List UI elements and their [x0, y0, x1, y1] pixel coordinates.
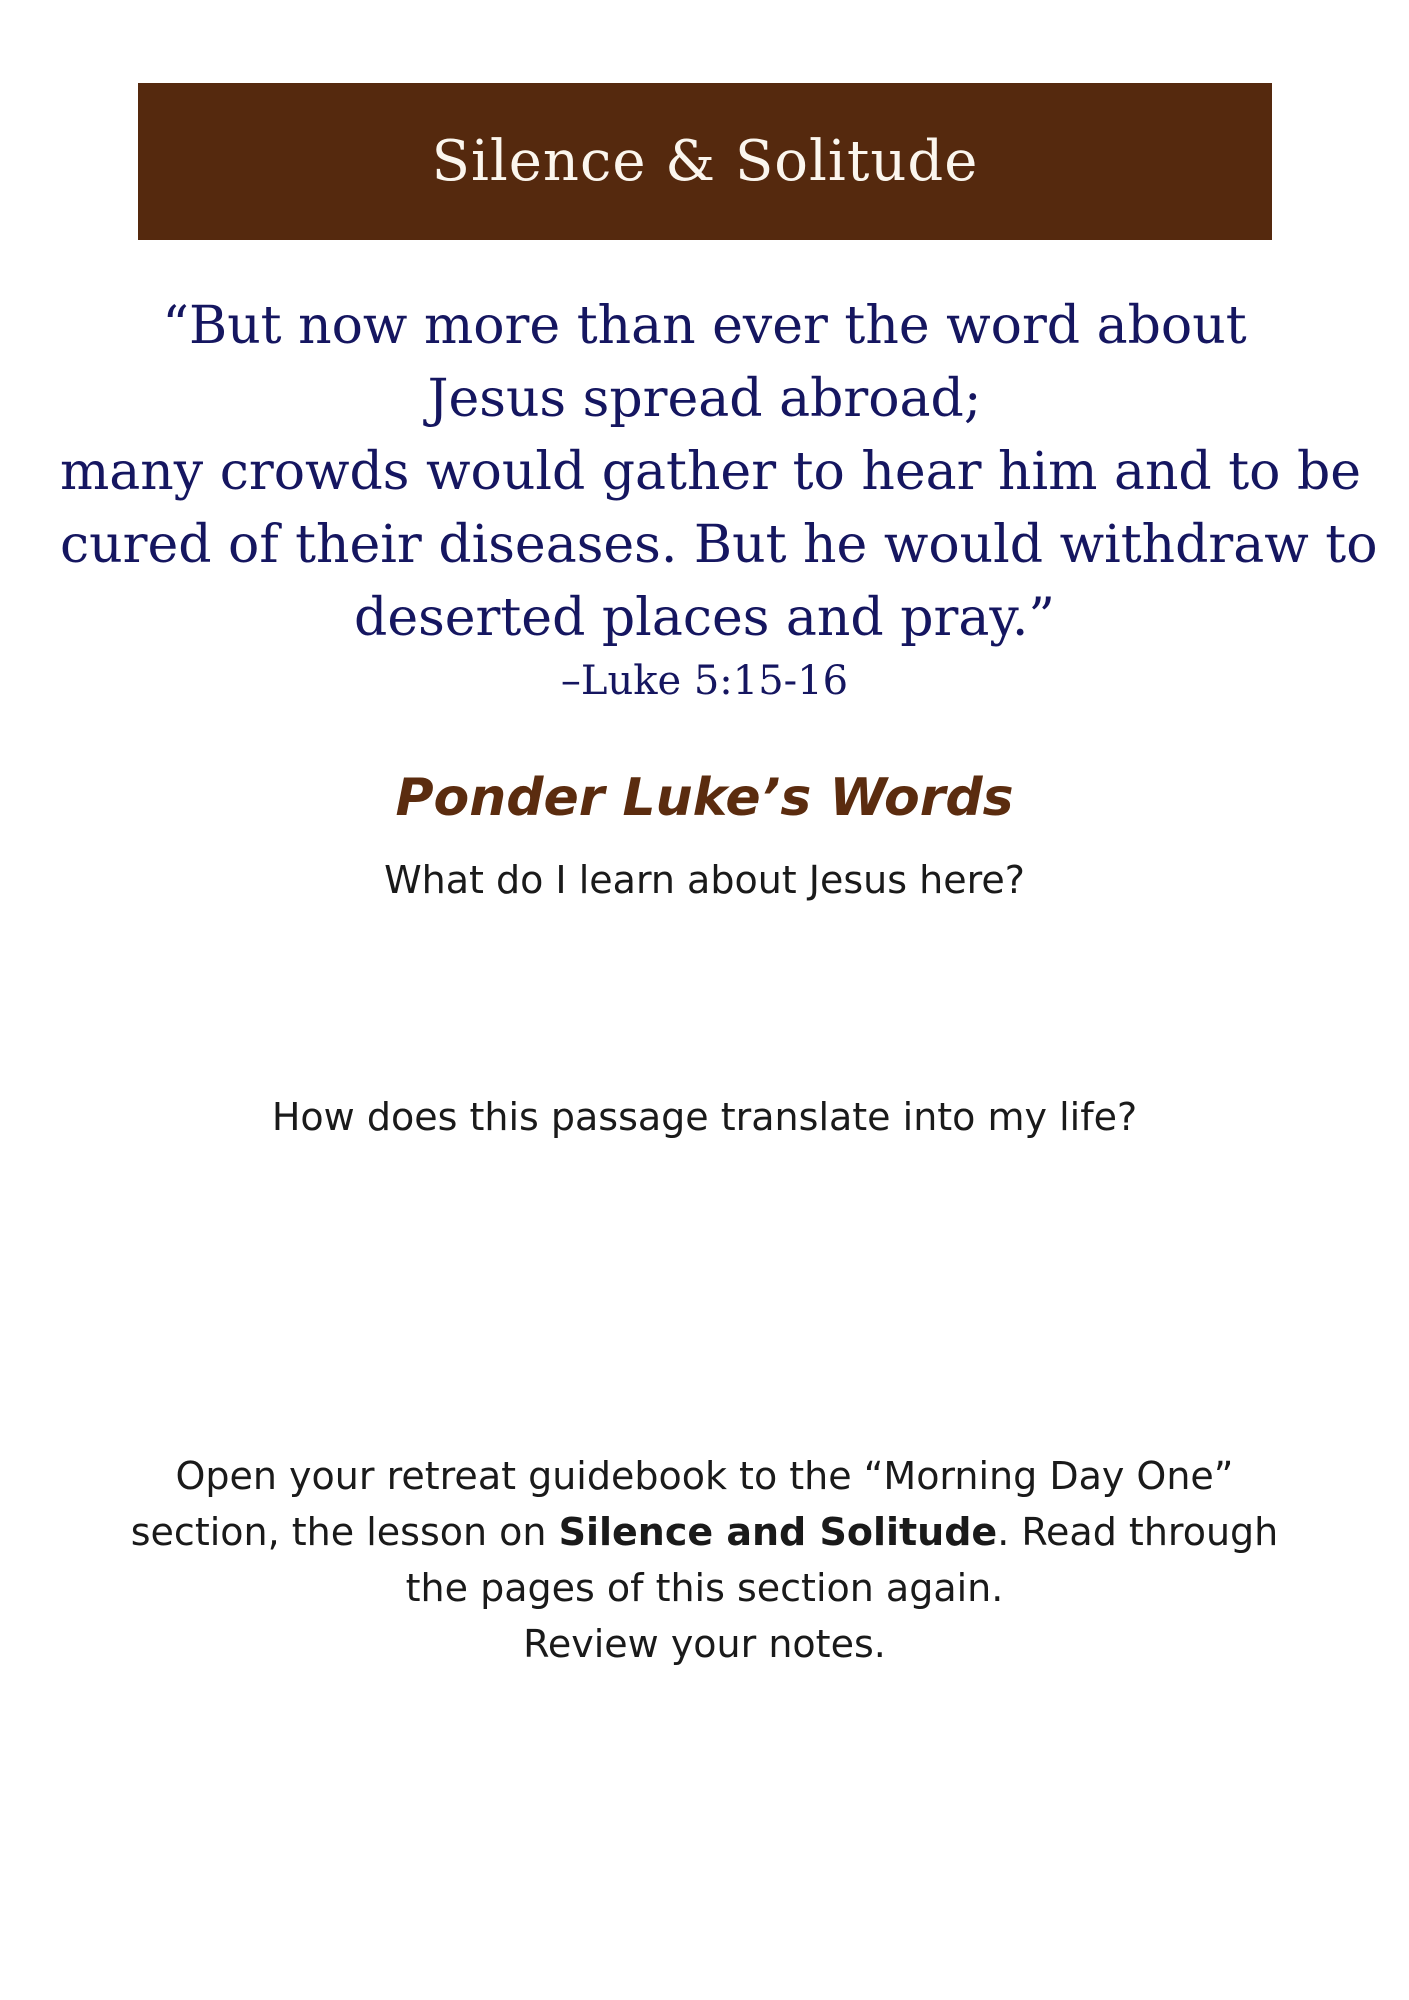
section-heading: Ponder Luke’s Words	[395, 768, 1014, 828]
instructions-text: section, the lesson on	[130, 1510, 559, 1554]
quote-line: “But now more than ever the word about	[162, 296, 1247, 356]
page-title: Silence & Solitude	[431, 129, 979, 194]
lesson-name: Silence and Solitude	[558, 1510, 998, 1554]
reflection-question-2: How does this passage translate into my life?	[271, 1095, 1138, 1139]
quote-line: deserted places and pray.”	[354, 588, 1055, 648]
quote-line: cured of their diseases. But he would withdraw to	[60, 515, 1378, 575]
instructions-line: Review your notes.	[523, 1622, 886, 1666]
scripture-citation: –Luke 5:15-16	[560, 658, 849, 704]
instructions-line: Open your retreat guidebook to the “Morning Day One”	[175, 1454, 1234, 1498]
scripture-quote	[60, 290, 1378, 655]
reflection-question-1: What do I learn about Jesus here?	[384, 858, 1025, 902]
instructions-text: . Read through	[997, 1510, 1279, 1554]
quote-line: many crowds would gather to hear him and to be	[60, 442, 1362, 502]
instructions-line: the pages of this section again.	[405, 1566, 1004, 1610]
quote-line: Jesus spread abroad;	[427, 369, 982, 429]
instructions-paragraph	[100, 1448, 1309, 1672]
instructions-line	[131, 1510, 1278, 1554]
title-banner	[138, 83, 1272, 240]
